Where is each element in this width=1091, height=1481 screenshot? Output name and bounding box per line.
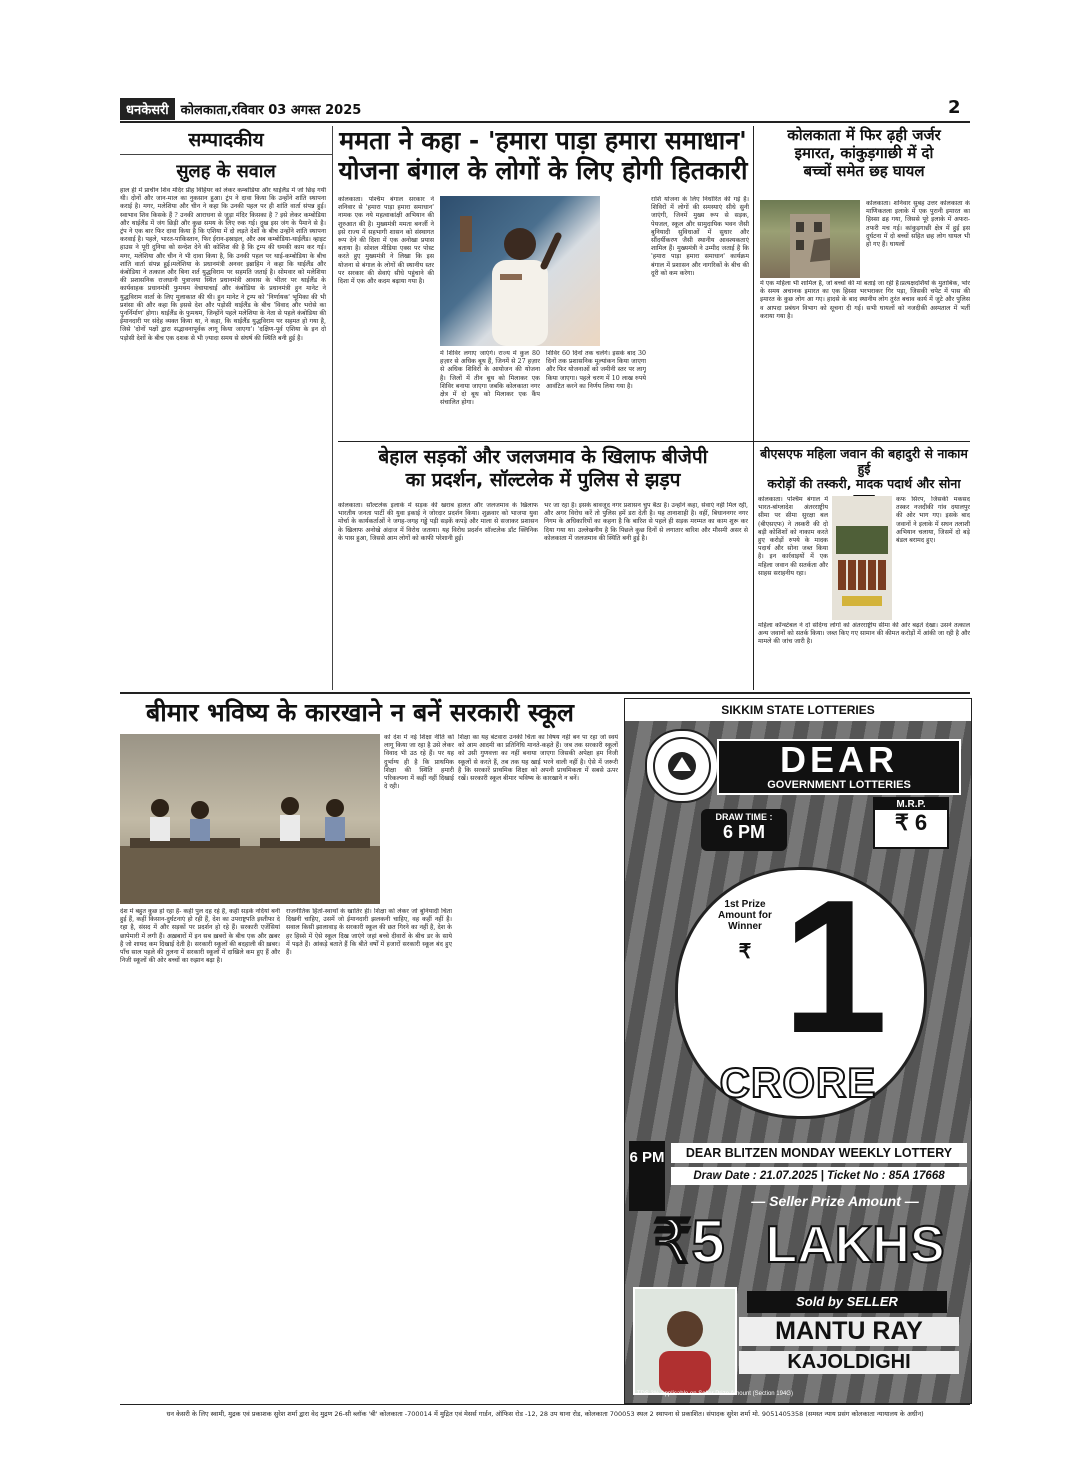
seller-place: KAJOLDIGHI — [739, 1351, 959, 1374]
seller-photo — [633, 1287, 737, 1395]
editorial-body: हाल ही में प्राचीन शिव मंदिर प्रीह विहियर को लेकर कम्बोडिया और थाईलैंड में जो छिड़ गयी थी। दोनों और जान-माल का नुकसान हुआ। ट्रंप ने दावा किया कि उन्होंने शांति स्थापना कराई है। मगर, मलेशिया और चीन ने कहा कि उनकी पहल पर ही शांति वार्ता संपन्न हुई।स्वाभाव शिव किसके हैं ? उनकी आराधना से जुड़ा मंदिर किसका है ? इसे लेकर कम्बोडिया और थाईलैंड में जंग छिड़ी और कुछ समय के लिए रुक गई। दुख इस जंग के पैमाने से है। ट्रंप ने एक बार फिर दावा किया है कि एशिया में दो लड़ते देशों के बीच उन्होंने शांति स्थापना करवाई है। पहले, भारत-पाकिस्तान, फिर ईरान-इस्राइल, और अब कम्बोडिया-थाईलैंड। व्हाइट हाउस ने पूरी दुनिया को सन्देश देने की कोशिश की है कि ट्रम्प की धमकी काम कर गई। मगर, मलेशिया और चीन ने भी दावा किया है, कि उनकी पहल पर थाई-कम्बोडिया के बीच शांति वार्ता संपन्न हुई।मलेशिया के प्रधानमंत्री अनवर इब्राहिम ने कहा कि थाईलैंड और कंबोडिया ने तत्काल और बिना शर्त युद्धविराम पर सहमति जताई है। सोमवार को मलेशिया की प्रशासनिक राजधानी पुत्राजया स्थित प्रधानमंत्री आवास के भीतर पर थाईलैंड के कार्यवाहक प्रधानमंत्री फुमथम वेचायाचाई और कंबोडिया के प्रधानमंत्री हुन मानेट ने युद्धविराम वार्ता के लिए मुलाकात की थी। हुन मानेट ने ट्रम्प को 'निर्णायक' भूमिका की भी प्रशंसा की और कहा कि इससे देश और पड़ोसी थाईलैंड के बीच 'विवाद और भरोसे का पुनर्निर्माण' होगा। थाईलैंड के फुमथम, जिन्होंने पहले मलेशिया के नेता से पहले कंबोडिया की ईमानदारी पर संदेह व्यक्त किया था, ने कहा, कि थाईलैंड युद्धविराम पर सहमत हो गया है, जिसे 'दोनों पक्षों द्वारा सद्भावनापूर्वक लागू किया जाएगा'। 'दक्षिण-पूर्व एशिया के इन दो पड़ोसी देशों के बीच एक दशक से भी ज़्यादा समय से संघर्ष की स्थिति बनी हुई है। — [120, 187, 326, 342]
speaker-image-icon — [440, 196, 600, 346]
ad-footnote: * TDS 3% Applicable on Seller Prize Amount (Section 194G) — [633, 1391, 793, 1397]
lead-photo-mamata — [440, 196, 600, 346]
page-number: 2 — [948, 97, 961, 118]
bsf-headline-line2: करोड़ों की तस्करी, मादक पदार्थ और सोना — [767, 476, 961, 491]
collapse-headline-line2: इमारत, कांकुड़गाछी में दो — [794, 144, 934, 162]
rupee-symbol: ₹ — [738, 941, 752, 963]
draw-time-badge — [701, 809, 787, 851]
feature-headline: बीमार भविष्य के कारखाने न बनें सरकारी स्कूल — [146, 698, 574, 727]
seller-portrait-icon — [635, 1289, 735, 1393]
lead-headline-line2: योजना बंगाल के लोगों के लिए होगी हितकारी — [338, 156, 748, 185]
column-divider — [753, 126, 754, 690]
collapse-photo — [760, 200, 860, 278]
mrp-value: ₹ 6 — [894, 810, 928, 835]
bjp-headline-line1: बेहाल सड़कों और जलजमाव के खिलाफ बीजेपी — [378, 446, 708, 468]
bsf-body-right: कफ सिरप, जिसकी मकसद तस्कर नजदीकी गांव दयालपुर की ओर भाग गए। इसके बाद जवानों ने इलाके में सघन तलाशी अभियान चलाया, जिसमें दो बड़े बंडल बरामद हुए। — [896, 496, 970, 545]
collapse-headline-line3: बच्चों समेत छह घायल — [803, 162, 925, 180]
masthead-rule — [120, 121, 970, 123]
sold-by-label: Sold by SELLER — [747, 1291, 947, 1313]
finance-department-seal-icon — [645, 729, 719, 803]
editorial-column — [120, 126, 333, 690]
lottery-name: DEAR BLITZEN MONDAY WEEKLY LOTTERY — [671, 1143, 967, 1163]
seized-goods-image-icon — [832, 496, 892, 620]
collapse-headline — [758, 126, 970, 196]
seller-amount: ₹5 — [653, 1208, 725, 1275]
lead-headline — [338, 126, 748, 188]
building-image-icon — [760, 200, 860, 278]
bsf-body-left: कोलकाता। पश्चिम बंगाल में भारत-बांग्लादेश अंतरराष्ट्रीय सीमा पर सीमा सुरक्षा बल (बीएसएफ) ने तस्करी की दो बड़ी कोशिशों को नाकाम करते हुए करोड़ों रुपये के मादक पदार्थ और सोना जब्त किया है। इन कार्रवाइयों में एक महिला जवान की सतर्कता और साहस सराहनीय रहा। — [758, 496, 828, 577]
first-prize-number: 1 — [782, 861, 888, 1073]
classroom-image-icon — [120, 734, 380, 904]
collapse-body: में एक महिला भी शामिल है, जो बच्चों की मां बताई जा रही है।प्रत्यक्षदर्शियों के मुताबिक, भोर के समय अचानक इमारत का एक हिस्सा भरभराकर गिर पड़ा, जिसकी चपेट में पास की इमारत के कुछ लोग आ गए। हादसे के बाद स्थानीय लोग तुरंत बचाव कार्य में जुटे और पुलिस व आपदा प्रबंधन विभाग को सूचना दी गई। सभी घायलों को नजदीकी अस्पताल में भर्ती कराया गया है। — [760, 280, 970, 320]
lead-col-1: कोलकाता। पश्चिम बंगाल सरकार ने शनिवार से 'हमारा पाड़ा हमारा समाधान' नामक एक नये महत्वाकांक्षी अभियान की शुरुआत की है। मुख्यमंत्री ममता बनर्जी ने इसे राज्य में सहभागी शासन को संस्थागत रूप देने की दिशा में एक अनोखा प्रयास बताया है। सोशल मीडिया एक्स पर पोस्ट करते हुए मुख्यमंत्री ने लिखा कि इस योजना से बंगाल के लोगों की स्थानीय स्तर पर सरकार की सेवाएं सीधे पहुंचाने की दिशा में एक और कदम बढ़ाया गया है। — [338, 196, 434, 286]
six-pm-badge: 6 PM — [629, 1141, 665, 1211]
feature-photo-classroom — [120, 734, 380, 904]
bsf-headline — [758, 446, 970, 494]
section-rule — [338, 441, 970, 442]
bjp-headline-line2: का प्रदर्शन, सॉल्टलेक में पुलिस से झड़प — [405, 468, 681, 491]
lottery-advertisement — [624, 698, 972, 1404]
bsf-body-bottom: महिला कॉन्स्टेबल ने दो संदिग्ध लोगों को अंतरराष्ट्रीय सीमा की ओर बढ़ते देखा। उसने तत्काल अन्य जवानों को सतर्क किया। जब्त किए गए सामान की कीमत करोड़ों में आंकी जा रही है और मामले की जांच जारी है। — [758, 622, 970, 646]
draw-time-value: 6 PM — [722, 822, 765, 842]
seller-name: MANTU RAY — [739, 1317, 959, 1346]
editorial-title: सुलह के सवाल — [176, 161, 276, 182]
lead-col-2: में शिविर लगाए जाएंगे। राज्य में कुल 80 हज़ार से अधिक बूथ हैं, जिनमें से 27 हज़ार से अधिक शिविरों के आयोजन की योजना है। जिलों में तीन बूथ को मिलाकर एक शिविर बनाया जाएगा जबकि कोलकाता नगर क्षेत्र में दो बूथ को मिलाकर एक कैंप संचालित होगा। — [440, 350, 540, 407]
collapse-body-right: कोलकाता। शनिवार सुबह उत्तर कोलकाता के माणिकतला इलाके में एक पुरानी इमारत का हिस्सा ढह गया, जिससे पूरे इलाके में अफरा-तफरी मच गई। कांकुड़गाछी क्षेत्र में हुई इस दुर्घटना में दो बच्चों सहित छह लोग घायल भी हो गए हैं। घायलों — [866, 200, 970, 249]
first-prize-label: 1st Prize Amount for Winner — [718, 899, 772, 932]
masthead — [120, 98, 960, 120]
ad-brand-sub: GOVERNMENT LOTTERIES — [767, 779, 911, 791]
ad-brand: DEAR — [779, 739, 898, 780]
bsf-headline-line1: बीएसएफ महिला जवान की बहादुरी से नाकाम हुई — [760, 446, 968, 476]
feature-col-3: शिक्षा का यह बंटवारा उनकी चिंता का विषय नहीं बन पा रहा जो स्वयं को आम आदमी का प्रतिनिधि मानते-कहते हैं। जब तक सरकारी स्कूलों को उसी गुणवत्ता का नहीं बनाया जाएगा जिसकी अपेक्षा हम निजी स्कूलों से करते हैं, तब तक यह खाई भरने वाली नहीं है। ऐसे में जरूरी है कि सरकारें प्राथमिक शिक्षा को अपनी प्राथमिकता में सबसे ऊपर रखें। सरकारी स्कूल बीमार भविष्य के कारखाने न बनें। — [458, 734, 618, 783]
seller-unit: LAKHS — [765, 1216, 945, 1274]
mrp-label: M.R.P. — [875, 799, 947, 810]
bjp-col-2: भर जा रहा है। इसके बावजूद नगर प्रशासन चुप बैठा है। उन्होंने कहा, सेवाएं नहीं मिल रहीं, और अगर विरोध करें तो पुलिस हमें डरा देती है। यह तानाशाही है। वहीं, बिधाननगर नगर निगम के अधिकारियों का कहना है कि बारिश से पहले ही सड़क मरम्मत का काम शुरू कर दिया गया था। उल्लेखनीय है कि पिछले कुछ दिनों से लगातार बारिश और मौसमी असर से कोलकाता में जलजमाव की स्थिति बनी हुई है। — [544, 502, 748, 542]
collapse-headline-line1: कोलकाता में फिर ढ़ही जर्जर — [787, 126, 941, 144]
feature-col-1: देश में बहुत कुछ हो रहा है- कहीं पुल दह रहे हैं, कहीं सड़कें नदियां बनी हुई हैं, कहीं किसान-दुर्घटनाएं हो रही हैं, देश का उपराष्ट्रपति इस्तीफा दे रहा है, संसद में और सड़कों पर प्रदर्शन हो रहे हैं। सरकारी एजेंसियां छापेमारी में लगी हैं। अख़बारों में इन सब ख़बरों के बीच एक और ख़बर है जो शायद कम दिखाई देती है। सरकारी स्कूलों की बदहाली की ख़बर। पाँच साल पहले की तुलना में सरकारी स्कूलों में दाखिले कम हुए हैं और निजी स्कूलों की ओर बच्चों का रुझान बढ़ा है। — [120, 908, 280, 965]
feature-col-2: राजनीतिक हितों-स्वार्थों के खातिर ही। शिक्षा को लेकर जो बुनियादी चिंता दिखनी चाहिए, उसमें जो ईमानदारी झलकनी चाहिए, वह कहीं नहीं है। सवाल किसी झालावाड़ के सरकारी स्कूल की छत गिरने का नहीं है, देश के हर हिस्से में ऐसे स्कूल दिख जाएंगे जहां बच्चे दीवारों के बीच डर के साये में पढ़ते हैं। आंकड़े बताते हैं कि बीते वर्षों में हजारों सरकारी स्कूल बंद हुए हैं। — [286, 908, 452, 957]
footer-rule — [120, 1404, 970, 1405]
feature-col-top: को देश में नई शिक्षा नीति को लागू किया जा रहा है उसे लेकर विवाद भी उठ रहे हैं। पर यह दुर्भाग्य ही है कि प्राथमिक शिक्षा की स्थिति हमारी परिकल्पना में कहीं नहीं दिखाई दे रही। — [384, 734, 454, 791]
imprint-footer: धन केसरी के लिए स्वामी, मुद्रक एवं प्रकाशक सुरेश शर्मा द्वारा वेद मुद्रण 26-सी ब्लॉक 'बी' कोलकाता -700014 में मुद्रित एवं मेसर्स गार्डन, ऑफिस रोड -12, 28 उप थाना रोड, कोलकाता 700053 स्थल 2 स्थापना से प्रकाशित। संपादक सुरेश शर्मा मो. 9051405358 (समस्त न्याय प्रसंग कोलकाता न्यायालय के अधीन) — [166, 1410, 924, 1418]
bjp-headline — [338, 446, 748, 498]
editorial-section-title: सम्पादकीय — [120, 126, 332, 155]
bjp-col-1: कोलकाता। सॉल्टलेक इलाके में सड़क की खराब हालत और जलजमाव के खिलाफ भारतीय जनता पार्टी की युवा इकाई ने जोरदार प्रदर्शन किया। शुक्रवार को भाजपा युवा मोर्चा के कार्यकर्ताओं ने जगह-जगह गड्ढे पड़ी सड़कें कपड़े और माला से सजाकर प्रशासन के खिलाफ अनोखे अंदाज में विरोध जताया। यह विरोध प्रदर्शन सॉल्टलेक डॉट क्लिनिक के पास हुआ, जिससे आम लोगों को काफी परेशानी हुई। — [338, 502, 538, 542]
lead-col-3: शिविर 60 दिनों तक चलेंगे। इसके बाद 30 दिनों तक प्रशासनिक मूल्यांकन किया जाएगा और फिर योजनाओं को जमीनी स्तर पर लागू किया जाएगा। पहले चरण में 10 लाख रुपये आवंटित करने का निर्णय लिया गया है। — [546, 350, 646, 390]
mrp-badge — [873, 797, 949, 849]
section-rule-2 — [120, 692, 970, 694]
lead-col-4: राशि योजना के लिए निर्धारित की गई है। शिविरों में लोगों की समस्याएं सीधे सुनी जाएंगी, जिनमें मुख्य रूप से सड़क, पेयजल, स्कूल और सामुदायिक भवन जैसी बुनियादी सुविधाओं में सुधार और सौंदर्यीकरण जैसी स्थानीय आवश्यकताएं शामिल हैं। मुख्यमंत्री ने उम्मीद जताई है कि 'हमारा पाड़ा हमारा समाधान' कार्यक्रम बंगाल में प्रशासन और नागरिकों के बीच की दूरी को कम करेगा। — [651, 196, 749, 277]
masthead-brand: धनकेसरी — [120, 98, 175, 120]
lead-headline-line1: ममता ने कहा - 'हमारा पाड़ा हमारा समाधान' — [339, 126, 747, 155]
draw-time-label: DRAW TIME : — [715, 812, 773, 822]
seller-prize-label: — Seller Prize Amount — — [751, 1193, 919, 1209]
ad-top-label: SIKKIM STATE LOTTERIES — [625, 699, 971, 721]
ad-brand-block — [717, 739, 961, 795]
masthead-date: कोलकाता,रविवार 03 अगस्त 2025 — [180, 103, 362, 118]
first-prize-unit: CRORE — [719, 1059, 877, 1106]
draw-details: Draw Date : 21.07.2025 | Ticket No : 85A 17668 — [671, 1167, 967, 1185]
bsf-photo — [832, 496, 892, 620]
